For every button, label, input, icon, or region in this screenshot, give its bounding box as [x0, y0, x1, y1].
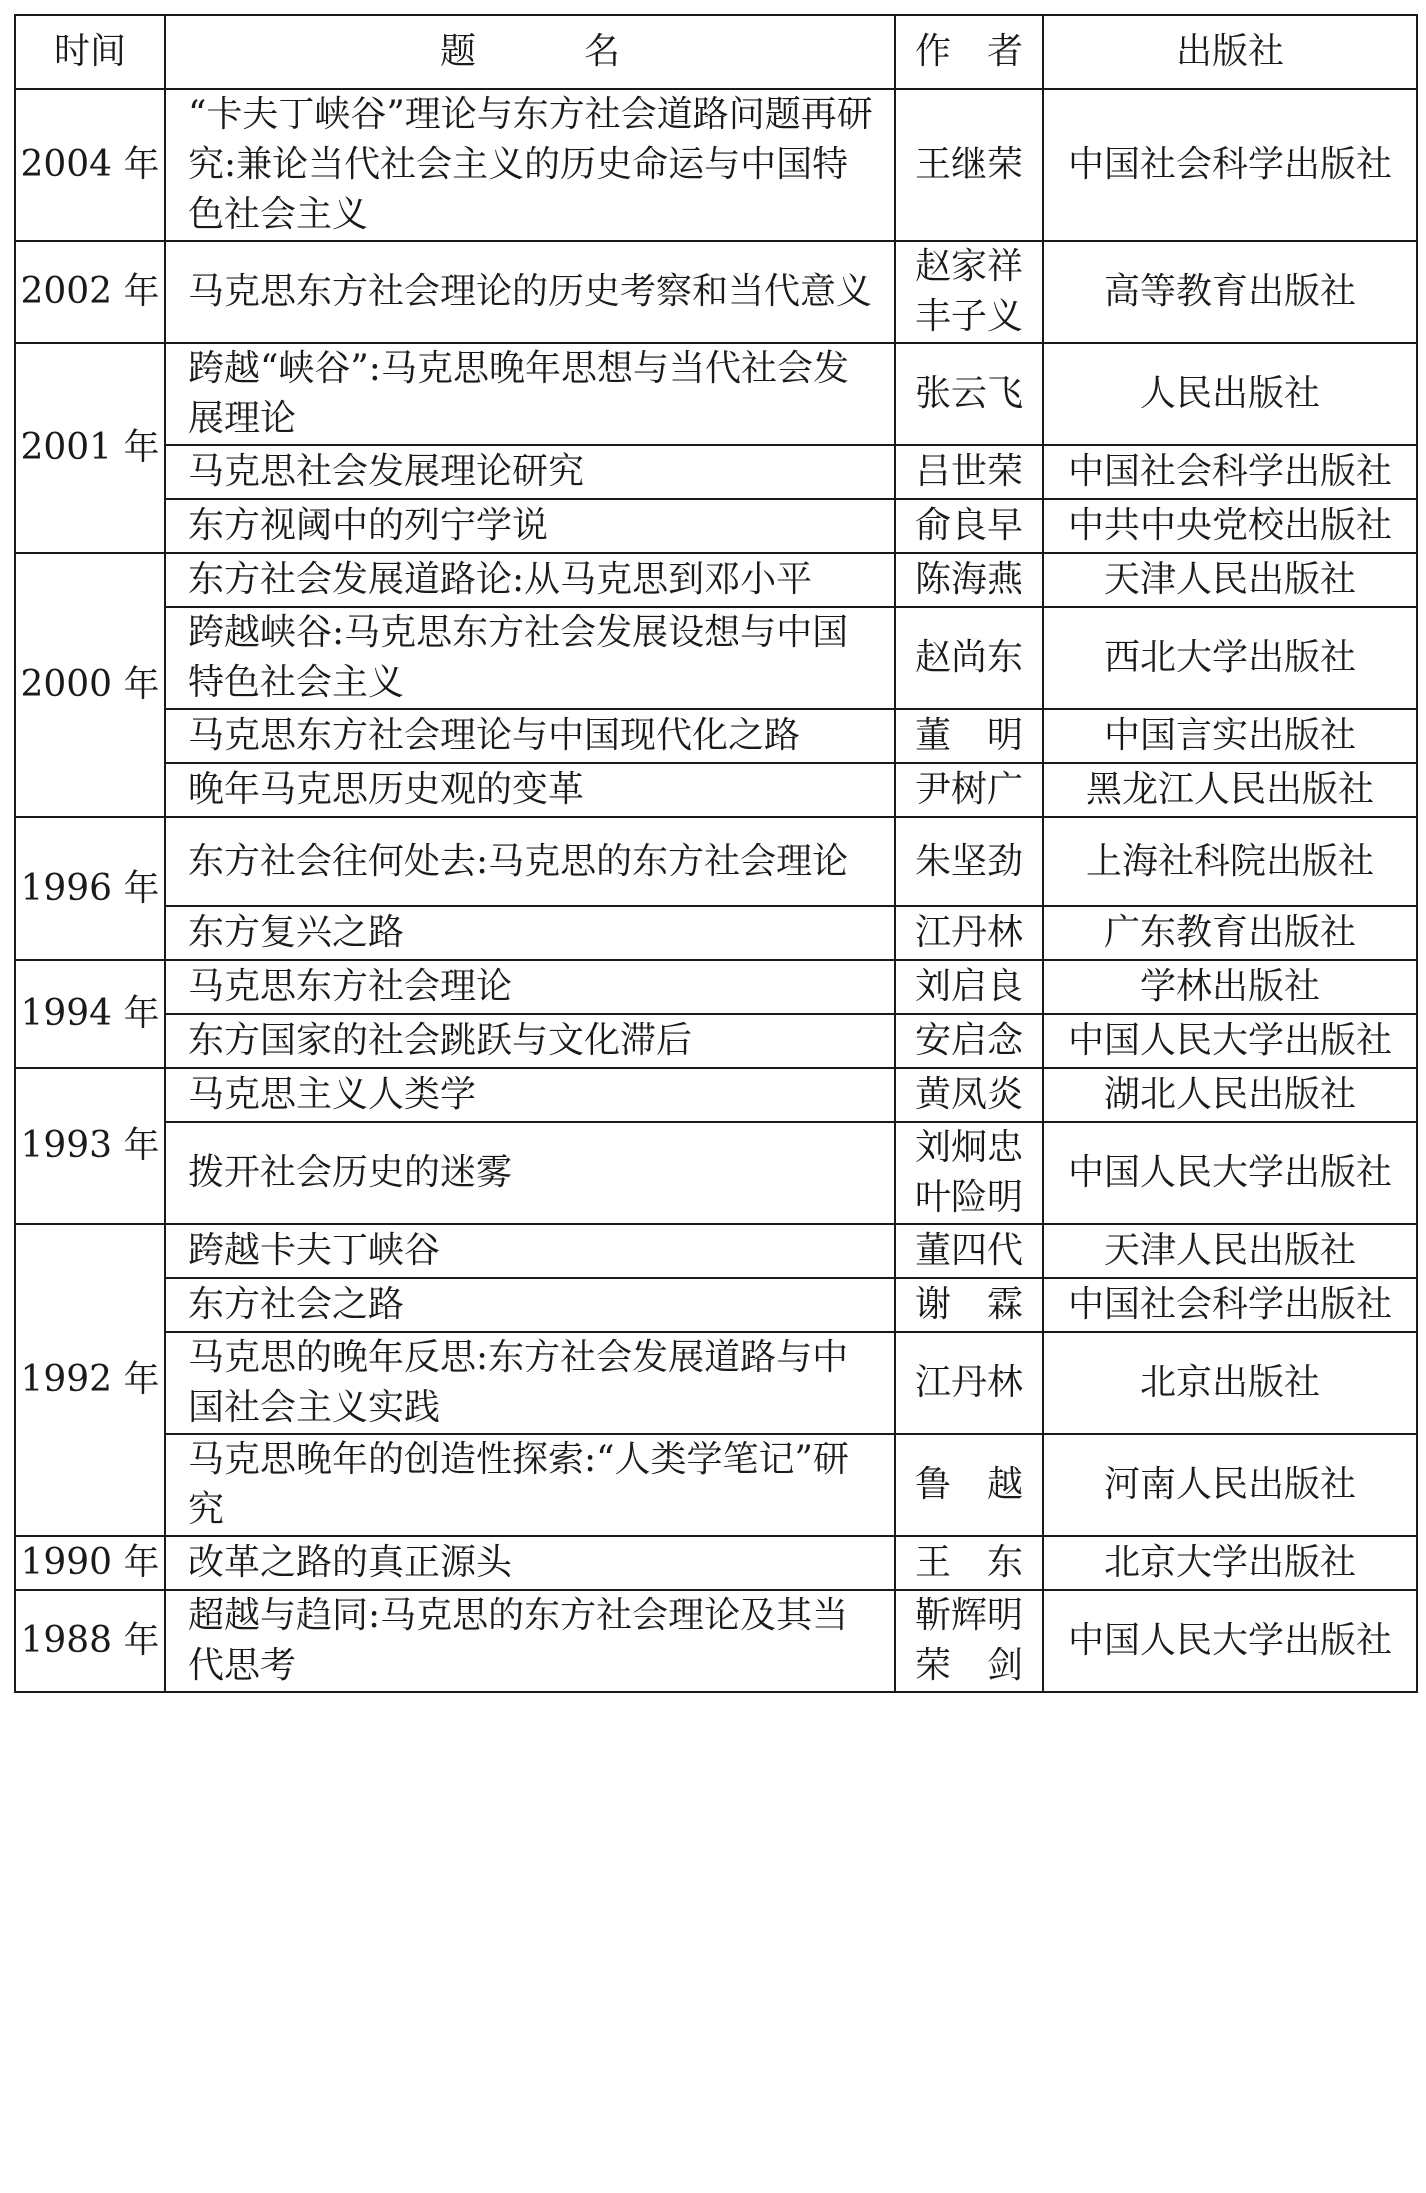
author-cell [895, 1122, 1043, 1224]
year-cell: 1992 年 [15, 1224, 165, 1536]
author-cell [895, 1068, 1043, 1122]
table-row [15, 1278, 1417, 1332]
table-row [15, 1332, 1417, 1434]
title-cell: 马克思的晚年反思:东方社会发展道路与中国社会主义实践 [165, 1332, 895, 1434]
author-name: 吕世荣 [914, 451, 1023, 492]
publisher-cell: 广东教育出版社 [1043, 906, 1417, 960]
table-row [15, 1014, 1417, 1068]
title-cell: 东方社会往何处去:马克思的东方社会理论 [165, 817, 895, 906]
author-name: 江丹林 [914, 1362, 1023, 1403]
title-cell: 马克思社会发展理论研究 [165, 445, 895, 499]
title-cell: 马克思东方社会理论的历史考察和当代意义 [165, 241, 895, 343]
author-name: 张云飞 [914, 373, 1023, 414]
publisher-cell: 北京出版社 [1043, 1332, 1417, 1434]
title-cell: 拨开社会历史的迷雾 [165, 1122, 895, 1224]
book-list-page [14, 14, 1416, 2178]
title-cell: 晚年马克思历史观的变革 [165, 763, 895, 817]
title-cell: “卡夫丁峡谷”理论与东方社会道路问题再研究:兼论当代社会主义的历史命运与中国特色社会主义 [165, 89, 895, 241]
book-table [14, 14, 1418, 1693]
header-title: 题 名 [165, 15, 895, 89]
table-row [15, 1122, 1417, 1224]
table-body [15, 89, 1417, 1692]
author-name: 董四代 [914, 1230, 1023, 1271]
year-cell: 1993 年 [15, 1068, 165, 1224]
author-name: 叶险明 [914, 1177, 1023, 1218]
author-cell [895, 709, 1043, 763]
title-cell: 东方复兴之路 [165, 906, 895, 960]
author-name: 刘炯忠 [914, 1127, 1023, 1168]
header-publisher: 出版社 [1043, 15, 1417, 89]
title-cell: 东方社会之路 [165, 1278, 895, 1332]
table-row [15, 445, 1417, 499]
author-name: 陈海燕 [914, 559, 1023, 600]
author-name: 俞良早 [914, 505, 1023, 546]
header-time: 时间 [15, 15, 165, 89]
publisher-cell: 中共中央党校出版社 [1043, 499, 1417, 553]
author-cell [895, 1434, 1043, 1536]
year-cell: 1994 年 [15, 960, 165, 1068]
author-cell [895, 817, 1043, 906]
year-cell: 1988 年 [15, 1590, 165, 1692]
publisher-cell: 天津人民出版社 [1043, 553, 1417, 607]
table-row [15, 89, 1417, 241]
publisher-cell: 中国社会科学出版社 [1043, 445, 1417, 499]
table-row [15, 960, 1417, 1014]
publisher-cell: 西北大学出版社 [1043, 607, 1417, 709]
author-cell [895, 1224, 1043, 1278]
author-cell [895, 89, 1043, 241]
author-name: 安启念 [914, 1020, 1023, 1061]
publisher-cell: 中国社会科学出版社 [1043, 89, 1417, 241]
table-row [15, 499, 1417, 553]
publisher-cell: 中国人民大学出版社 [1043, 1014, 1417, 1068]
author-cell [895, 241, 1043, 343]
year-cell: 1996 年 [15, 817, 165, 960]
title-cell: 马克思东方社会理论 [165, 960, 895, 1014]
table-row [15, 906, 1417, 960]
author-name: 董 明 [914, 715, 1023, 756]
publisher-cell: 学林出版社 [1043, 960, 1417, 1014]
author-name: 丰子义 [914, 296, 1023, 337]
header-author: 作 者 [895, 15, 1043, 89]
title-cell: 跨越“峡谷”:马克思晚年思想与当代社会发展理论 [165, 343, 895, 445]
author-cell [895, 1278, 1043, 1332]
title-cell: 超越与趋同:马克思的东方社会理论及其当代思考 [165, 1590, 895, 1692]
table-row [15, 1590, 1417, 1692]
table-row [15, 1224, 1417, 1278]
title-cell: 马克思主义人类学 [165, 1068, 895, 1122]
publisher-cell: 黑龙江人民出版社 [1043, 763, 1417, 817]
author-name: 赵家祥 [914, 246, 1023, 287]
author-cell [895, 763, 1043, 817]
year-cell: 2004 年 [15, 89, 165, 241]
author-cell [895, 1014, 1043, 1068]
publisher-cell: 中国言实出版社 [1043, 709, 1417, 763]
publisher-cell: 中国社会科学出版社 [1043, 1278, 1417, 1332]
title-cell: 东方国家的社会跳跃与文化滞后 [165, 1014, 895, 1068]
author-cell [895, 1332, 1043, 1434]
title-cell: 马克思东方社会理论与中国现代化之路 [165, 709, 895, 763]
author-name: 荣 剑 [914, 1645, 1023, 1686]
table-row [15, 553, 1417, 607]
author-name: 谢 霖 [914, 1284, 1023, 1325]
author-name: 赵尚东 [914, 637, 1023, 678]
author-cell [895, 1590, 1043, 1692]
author-cell [895, 445, 1043, 499]
author-name: 靳辉明 [914, 1595, 1023, 1636]
table-row [15, 607, 1417, 709]
publisher-cell: 湖北人民出版社 [1043, 1068, 1417, 1122]
publisher-cell: 天津人民出版社 [1043, 1224, 1417, 1278]
author-cell [895, 1536, 1043, 1590]
table-row [15, 1434, 1417, 1536]
publisher-cell: 中国人民大学出版社 [1043, 1590, 1417, 1692]
author-cell [895, 343, 1043, 445]
publisher-cell: 高等教育出版社 [1043, 241, 1417, 343]
table-row [15, 817, 1417, 906]
author-cell [895, 499, 1043, 553]
title-cell: 东方社会发展道路论:从马克思到邓小平 [165, 553, 895, 607]
author-cell [895, 906, 1043, 960]
year-cell: 2001 年 [15, 343, 165, 553]
author-name: 王继荣 [914, 144, 1023, 185]
title-cell: 马克思晚年的创造性探索:“人类学笔记”研究 [165, 1434, 895, 1536]
author-name: 江丹林 [914, 912, 1023, 953]
publisher-cell: 河南人民出版社 [1043, 1434, 1417, 1536]
header-row [15, 15, 1417, 89]
table-row [15, 241, 1417, 343]
publisher-cell: 中国人民大学出版社 [1043, 1122, 1417, 1224]
author-name: 尹树广 [914, 769, 1023, 810]
author-name: 黄凤炎 [914, 1074, 1023, 1115]
year-cell: 2000 年 [15, 553, 165, 817]
title-cell: 跨越峡谷:马克思东方社会发展设想与中国特色社会主义 [165, 607, 895, 709]
publisher-cell: 上海社科院出版社 [1043, 817, 1417, 906]
publisher-cell: 北京大学出版社 [1043, 1536, 1417, 1590]
table-row [15, 763, 1417, 817]
title-cell: 东方视阈中的列宁学说 [165, 499, 895, 553]
author-name: 王 东 [914, 1542, 1023, 1583]
author-cell [895, 553, 1043, 607]
year-cell: 1990 年 [15, 1536, 165, 1590]
table-row [15, 343, 1417, 445]
table-row [15, 1536, 1417, 1590]
author-name: 刘启良 [914, 966, 1023, 1007]
table-row [15, 1068, 1417, 1122]
table-row [15, 709, 1417, 763]
year-cell: 2002 年 [15, 241, 165, 343]
author-cell [895, 960, 1043, 1014]
title-cell: 跨越卡夫丁峡谷 [165, 1224, 895, 1278]
publisher-cell: 人民出版社 [1043, 343, 1417, 445]
author-cell [895, 607, 1043, 709]
author-name: 朱坚劲 [914, 840, 1023, 882]
author-name: 鲁 越 [914, 1464, 1023, 1505]
title-cell: 改革之路的真正源头 [165, 1536, 895, 1590]
